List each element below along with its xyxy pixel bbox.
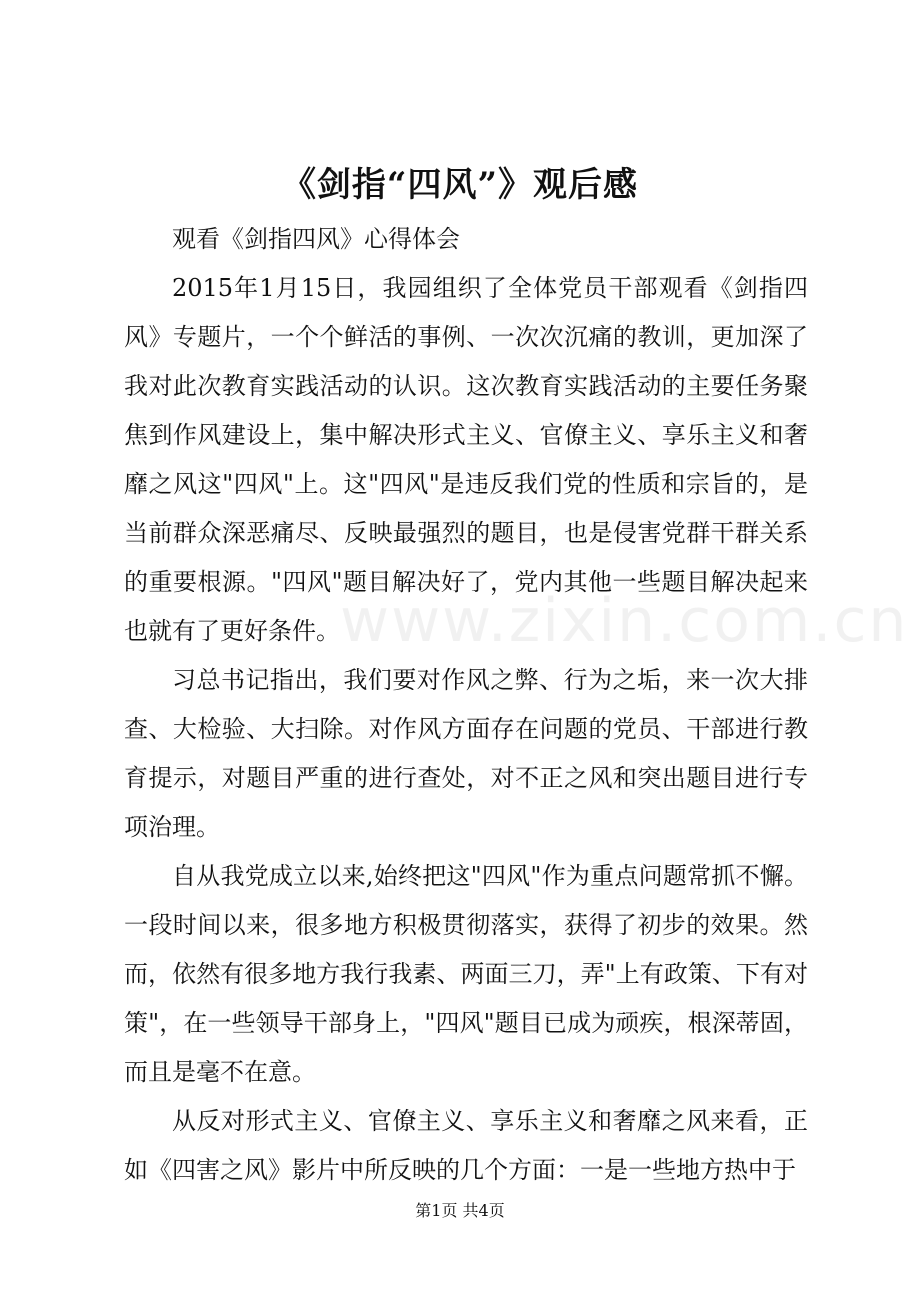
document-body	[124, 215, 808, 1195]
document-title: 《剑指“四风”》观后感	[281, 165, 639, 205]
page-footer: 第1页 共4页	[415, 1201, 505, 1220]
paragraph-subtitle: 观看《剑指四风》心得体会	[172, 225, 460, 253]
paragraph: 2015年1月15日，我园组织了全体党员干部观看《剑指四风》专题片，一个个鲜活的事例、一次次沉痛的教训，更加深了我对此次教育实践活动的认识。这次教育实践活动的主要任务聚焦到作风建设上，集中解决形式主义、官僚主义、享乐主义和奢靡之风这"四风"上。这"四风"是违反我们党的性质和宗旨的，是当前群众深恶痛尽、反映最强烈的题目，也是侵害党群干群关系的重要根源。"四风"题目解决好了，党内其他一些题目解决起来也就有了更好条件。	[124, 274, 808, 645]
paragraph: 自从我党成立以来,始终把这"四风"作为重点问题常抓不懈。一段时间以来，很多地方积极贯彻落实，获得了初步的效果。然而，依然有很多地方我行我素、两面三刀，弄"上有政策、下有对策"，在一些领导干部身上，"四风"题目已成为顽疾，根深蒂固，而且是毫不在意。	[124, 862, 808, 1086]
paragraph: 习总书记指出，我们要对作风之弊、行为之垢，来一次大排查、大检验、大扫除。对作风方面存在问题的党员、干部进行教育提示，对题目严重的进行查处，对不正之风和突出题目进行专项治理。	[124, 666, 808, 841]
watermark: www.zixin.com.cn	[340, 586, 909, 656]
paragraph: 从反对形式主义、官僚主义、享乐主义和奢靡之风来看，正如《四害之风》影片中所反映的几个方面：一是一些地方热中于	[124, 1107, 808, 1184]
